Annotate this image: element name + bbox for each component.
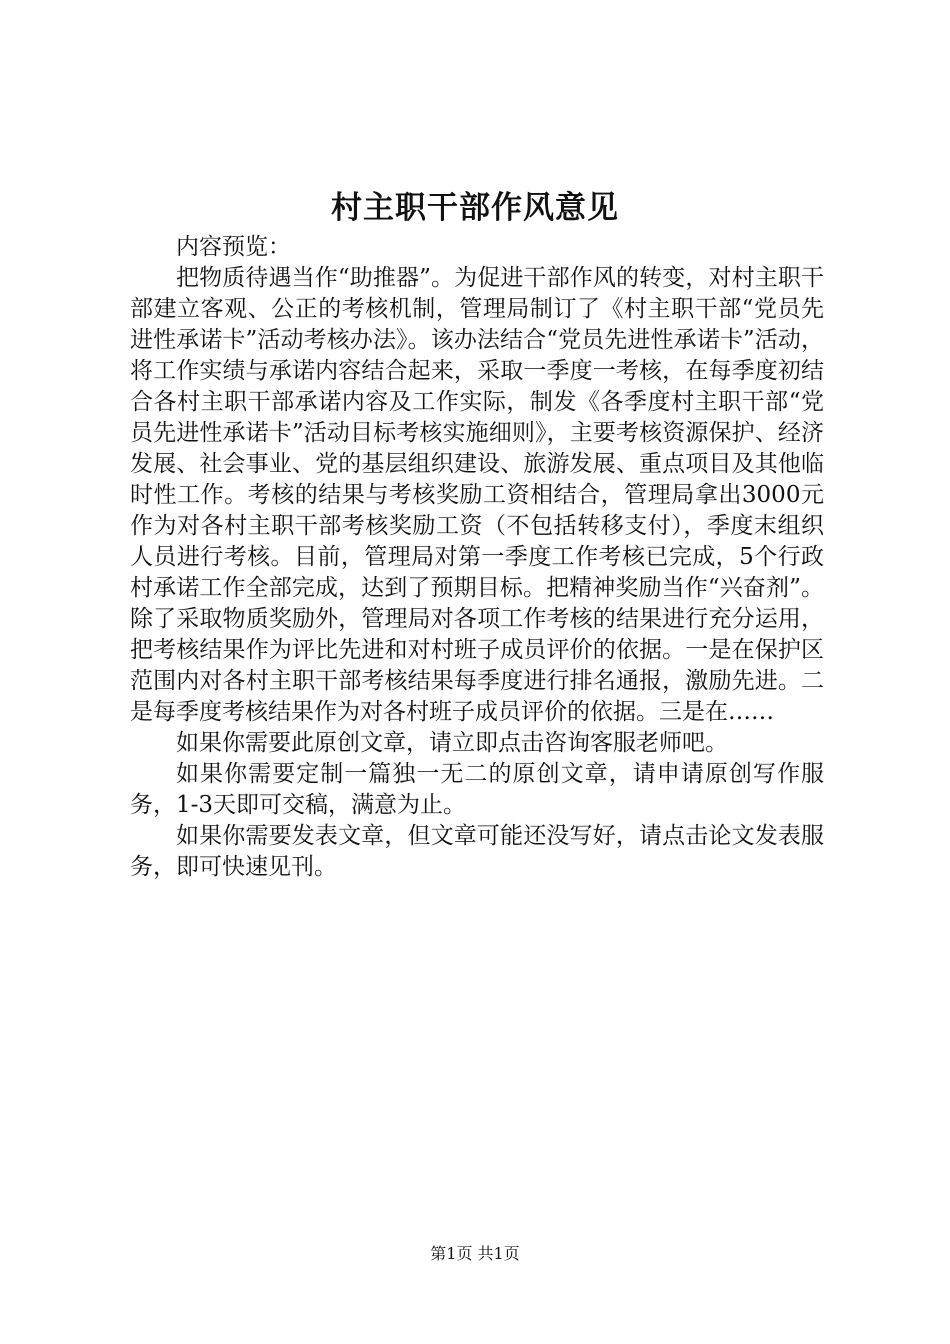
page-footer: 第1页 共1页 bbox=[430, 1244, 520, 1263]
main-paragraph: 把物质待遇当作“助推器”。为促进干部作风的转变，对村主职干部建立客观、公正的考核机制，管理局制订了《村主职干部“党员先进性承诺卡”活动考核办法》。该办法结合“党员先进性承诺卡”活动，将工作实绩与承诺内容结合起来，采取一季度一考核，在每季度初结合各村主职干部承诺内容及工作实际，制发《各季度村主职干部“党员先进性承诺卡”活动目标考核实施细则》，主要考核资源保护、经济发展、社会事业、党的基层组织建设、旅游发展、重点项目及其他临时性工作。考核的结果与考核奖励工资相结合，管理局拿出3000元作为对各村主职干部考核奖励工资（不包括转移支付），季度末组织人员进行考核。目前，管理局对第一季度工作考核已完成，5个行政村承诺工作全部完成，达到了预期目标。把精神奖励当作“兴奋剂”。除了采取物质奖励外，管理局对各项工作考核的结果进行充分运用，把考核结果作为评比先进和对村班子成员评价的依据。一是在保护区范围内对各村主职干部考核结果每季度进行排名通报，激励先进。二是每季度考核结果作为对各村班子成员评价的依据。三是在…… bbox=[130, 265, 824, 725]
promo-paragraph-custom: 如果你需要定制一篇独一无二的原创文章，请申请原创写作服务，1-3天即可交稿，满意为止。 bbox=[130, 761, 824, 818]
preview-label: 内容预览： bbox=[176, 234, 291, 260]
document-body bbox=[130, 232, 824, 883]
document-title: 村主职干部作风意见 bbox=[331, 190, 619, 226]
promo-paragraph-publish: 如果你需要发表文章，但文章可能还没写好，请点击论文发表服务，即可快速见刊。 bbox=[130, 823, 824, 880]
promo-paragraph-consult: 如果你需要此原创文章，请立即点击咨询客服老师吧。 bbox=[176, 730, 728, 756]
